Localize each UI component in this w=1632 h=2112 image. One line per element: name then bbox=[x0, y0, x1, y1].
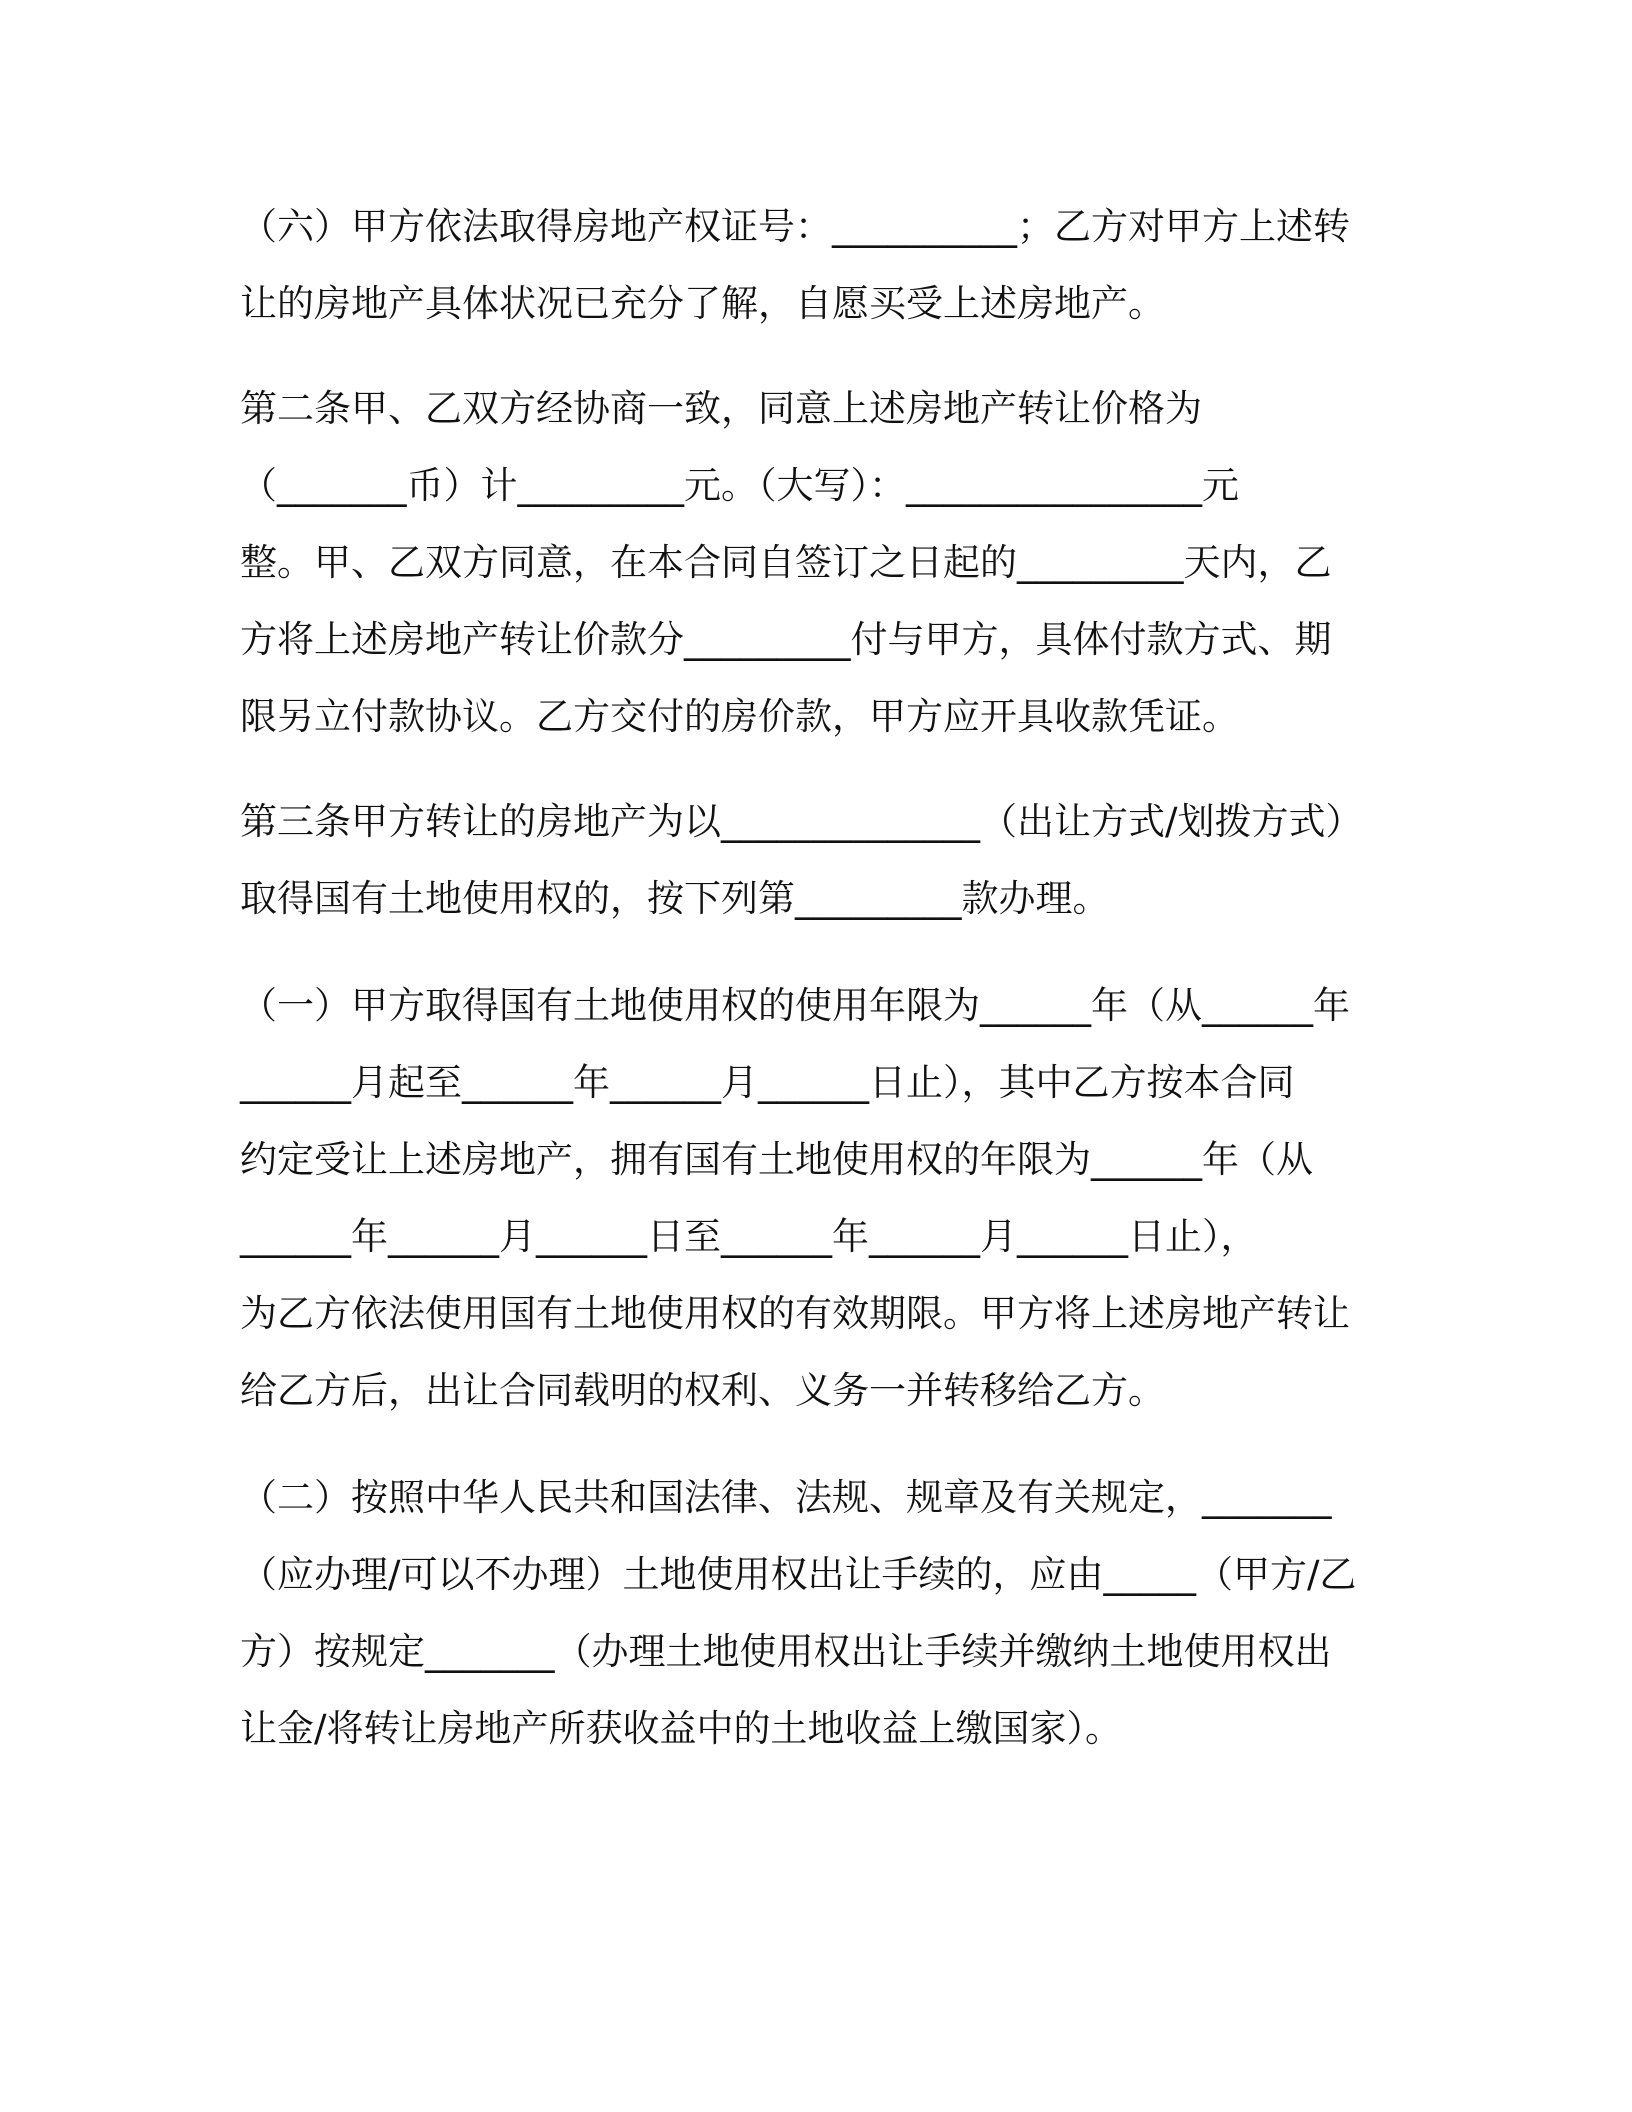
text-line: 第三条甲方转让的房地产为以______________（出让方式/划拨方式） bbox=[240, 800, 1363, 843]
clause-six-paragraph bbox=[240, 188, 1400, 342]
text-line: 让的房地产具体状况已充分了解，自愿买受上述房地产。 bbox=[240, 282, 1165, 325]
text-line: （_______币）计_________元。（大写）：________________元 bbox=[240, 464, 1239, 507]
text-line: 约定受让上述房地产，拥有国有土地使用权的年限为______年（从 bbox=[240, 1138, 1313, 1181]
text-line: 给乙方后，出让合同载明的权利、义务一并转移给乙方。 bbox=[240, 1369, 1165, 1412]
text-line: ______月起至______年______月______日止），其中乙方按本合同 bbox=[240, 1061, 1295, 1104]
text-line: ______年______月______日至______年______月______日止）， bbox=[240, 1215, 1258, 1258]
article-three-paragraph bbox=[240, 783, 1400, 937]
text-line: 方将上述房地产转让价款分_________付与甲方，具体付款方式、期 bbox=[240, 618, 1332, 661]
article-two-paragraph bbox=[240, 370, 1400, 755]
item-one-paragraph bbox=[240, 967, 1400, 1429]
text-line: （六）甲方依法取得房地产权证号：__________；乙方对甲方上述转 bbox=[240, 205, 1350, 248]
text-line: 整。甲、乙双方同意，在本合同自签订之日起的_________天内，乙 bbox=[240, 541, 1332, 584]
text-line: 取得国有土地使用权的，按下列第_________款办理。 bbox=[240, 877, 1110, 920]
text-line: （一）甲方取得国有土地使用权的使用年限为______年（从______年 bbox=[240, 984, 1350, 1027]
text-line: 方）按规定_______（办理土地使用权出让手续并缴纳土地使用权出 bbox=[240, 1630, 1332, 1673]
document-body bbox=[240, 188, 1400, 1767]
text-line: 为乙方依法使用国有土地使用权的有效期限。甲方将上述房地产转让 bbox=[240, 1292, 1350, 1335]
text-line: （二）按照中华人民共和国法律、法规、规章及有关规定，_______ bbox=[240, 1476, 1332, 1519]
item-two-paragraph bbox=[240, 1459, 1400, 1767]
text-line: 第二条甲、乙双方经协商一致，同意上述房地产转让价格为 bbox=[240, 387, 1202, 430]
text-line: 限另立付款协议。乙方交付的房价款，甲方应开具收款凭证。 bbox=[240, 695, 1239, 738]
text-line: （应办理/可以不办理）土地使用权出让手续的，应由_____（甲方/乙 bbox=[240, 1553, 1357, 1596]
text-line: 让金/将转让房地产所获收益中的土地收益上缴国家）。 bbox=[240, 1707, 1122, 1750]
